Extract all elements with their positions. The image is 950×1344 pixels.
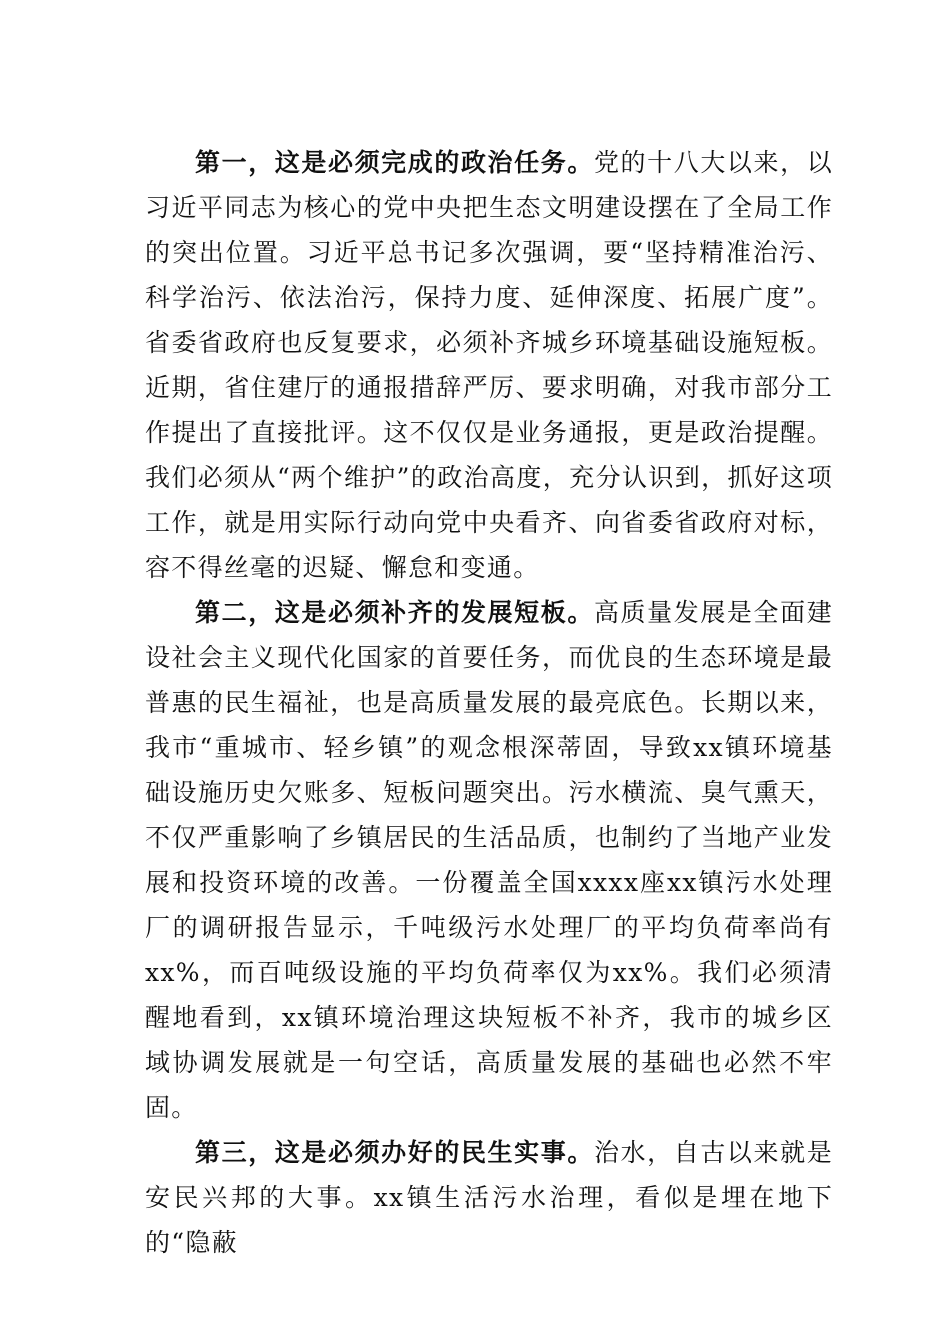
paragraph-2-text: 高质量发展是全面建设社会主义现代化国家的首要任务，而优良的生态环境是最普惠的民生福祉，也是高质量发展的最亮底色。长期以来，我市“重城市、轻乡镇”的观念根深蒂固，导致xx镇环境基础设施历史欠账多、短板问题突出。污水横流、臭气熏天，不仅严重影响了乡镇居民的生活品质，也制约了当地产业发展和投资环境的改善。一份覆盖全国xxxx座xx镇污水处理厂的调研报告显示，千吨级污水处理厂的平均负荷率尚有xx%，而百吨级设施的平均负荷率仅为xx%。我们必须清醒地看到，xx镇环境治理这块短板不补齐，我市的城乡区域协调发展就是一句空话，高质量发展的基础也必然不牢固。 xyxy=(145,598,833,1122)
paragraph-2-lead: 第二，这是必须补齐的发展短板。 xyxy=(195,598,594,627)
paragraph-3 xyxy=(145,1130,833,1265)
paragraph-1 xyxy=(145,140,833,590)
paragraph-2 xyxy=(145,590,833,1130)
paragraph-1-text: 党的十八大以来，以习近平同志为核心的党中央把生态文明建设摆在了全局工作的突出位置。习近平总书记多次强调，要“坚持精准治污、科学治污、依法治污，保持力度、延伸深度、拓展广度”。省委省政府也反复要求，必须补齐城乡环境基础设施短板。近期，省住建厅的通报措辞严厉、要求明确，对我市部分工作提出了直接批评。这不仅仅是业务通报，更是政治提醒。我们必须从“两个维护”的政治高度，充分认识到，抓好这项工作，就是用实际行动向党中央看齐、向省委省政府对标，容不得丝毫的迟疑、懈怠和变通。 xyxy=(145,148,833,582)
paragraph-3-lead: 第三，这是必须办好的民生实事。 xyxy=(195,1138,594,1167)
document-body xyxy=(145,140,833,1265)
paragraph-1-lead: 第一，这是必须完成的政治任务。 xyxy=(195,148,594,177)
paragraph-3-text: 治水，自古以来就是安民兴邦的大事。xx镇生活污水治理，看似是埋在地下的“隐蔽 xyxy=(145,1138,833,1257)
